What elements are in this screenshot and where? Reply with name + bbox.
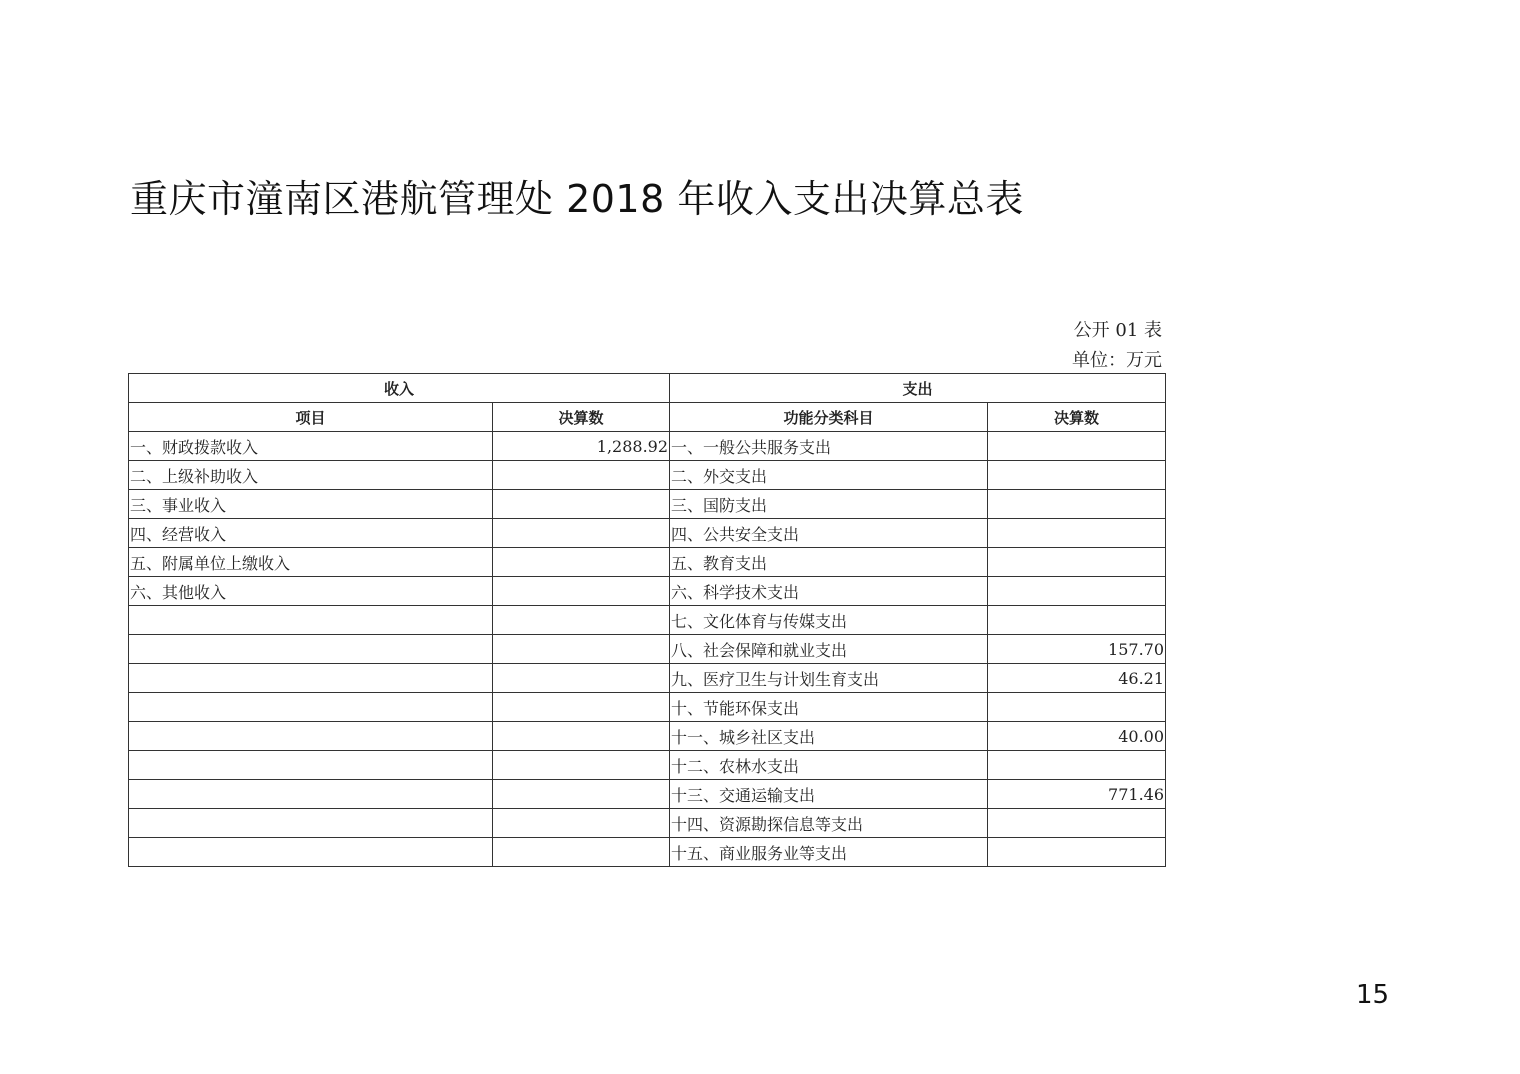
table-row: [129, 722, 1166, 751]
table-row: [129, 461, 1166, 490]
expenditure-amount-cell: [988, 606, 1166, 635]
table-row: [129, 577, 1166, 606]
expenditure-item-cell: 十、节能环保支出: [670, 693, 988, 722]
income-amount-cell: [493, 519, 670, 548]
expenditure-amount-cell: [988, 809, 1166, 838]
table-row: [129, 838, 1166, 867]
form-number: 公开 01 表: [1073, 320, 1162, 341]
expenditure-group-header: 支出: [670, 374, 1166, 403]
expenditure-amount-cell: [988, 548, 1166, 577]
expenditure-item-cell: 一、一般公共服务支出: [670, 432, 988, 461]
expenditure-amount-cell: [988, 490, 1166, 519]
income-amount-cell: [493, 780, 670, 809]
income-item-cell: [129, 838, 493, 867]
page-title: 重庆市潼南区港航管理处 2018 年收入支出决算总表: [130, 177, 1024, 221]
unit-label: 单位：万元: [1072, 350, 1162, 371]
income-item-header: 项目: [129, 403, 493, 432]
income-item-cell: [129, 722, 493, 751]
table-body: [129, 432, 1166, 867]
income-item-cell: 二、上级补助收入: [129, 461, 493, 490]
expenditure-item-cell: 五、教育支出: [670, 548, 988, 577]
expenditure-amount-cell: [988, 577, 1166, 606]
income-amount-header: 决算数: [493, 403, 670, 432]
income-amount-cell: [493, 809, 670, 838]
table-row: [129, 809, 1166, 838]
expenditure-item-cell: 七、文化体育与传媒支出: [670, 606, 988, 635]
table-row: [129, 432, 1166, 461]
income-item-cell: [129, 635, 493, 664]
expenditure-amount-cell: [988, 693, 1166, 722]
expenditure-amount-cell: [988, 751, 1166, 780]
table-row: [129, 635, 1166, 664]
expenditure-item-cell: 十三、交通运输支出: [670, 780, 988, 809]
income-amount-cell: [493, 635, 670, 664]
expenditure-item-cell: 四、公共安全支出: [670, 519, 988, 548]
expenditure-item-cell: 十五、商业服务业等支出: [670, 838, 988, 867]
expenditure-item-cell: 十四、资源勘探信息等支出: [670, 809, 988, 838]
income-item-cell: [129, 606, 493, 635]
income-amount-cell: [493, 693, 670, 722]
income-item-cell: 三、事业收入: [129, 490, 493, 519]
expenditure-amount-cell: [988, 432, 1166, 461]
expenditure-item-cell: 十二、农林水支出: [670, 751, 988, 780]
income-item-cell: [129, 693, 493, 722]
income-item-cell: [129, 664, 493, 693]
expenditure-item-cell: 十一、城乡社区支出: [670, 722, 988, 751]
table-row: [129, 606, 1166, 635]
page-number: 15: [1356, 980, 1390, 1010]
table-row: [129, 780, 1166, 809]
income-item-cell: 五、附属单位上缴收入: [129, 548, 493, 577]
expenditure-amount-cell: 46.21: [988, 664, 1166, 693]
expenditure-amount-header: 决算数: [988, 403, 1166, 432]
budget-table: [128, 373, 1166, 867]
income-amount-cell: [493, 838, 670, 867]
expenditure-item-cell: 九、医疗卫生与计划生育支出: [670, 664, 988, 693]
income-item-cell: [129, 780, 493, 809]
table-row: [129, 693, 1166, 722]
income-item-cell: 六、其他收入: [129, 577, 493, 606]
expenditure-item-cell: 三、国防支出: [670, 490, 988, 519]
expenditure-item-cell: 二、外交支出: [670, 461, 988, 490]
income-amount-cell: [493, 722, 670, 751]
expenditure-amount-cell: 771.46: [988, 780, 1166, 809]
income-item-cell: 四、经营收入: [129, 519, 493, 548]
table-row: [129, 490, 1166, 519]
income-item-cell: 一、财政拨款收入: [129, 432, 493, 461]
expenditure-amount-cell: [988, 461, 1166, 490]
table-column-header-row: [129, 403, 1166, 432]
expenditure-amount-cell: [988, 519, 1166, 548]
table-group-header-row: [129, 374, 1166, 403]
income-item-cell: [129, 751, 493, 780]
income-amount-cell: [493, 577, 670, 606]
income-amount-cell: [493, 751, 670, 780]
income-group-header: 收入: [129, 374, 670, 403]
functional-category-header: 功能分类科目: [670, 403, 988, 432]
table-row: [129, 664, 1166, 693]
expenditure-item-cell: 六、科学技术支出: [670, 577, 988, 606]
income-amount-cell: [493, 664, 670, 693]
income-amount-cell: [493, 490, 670, 519]
income-amount-cell: [493, 606, 670, 635]
expenditure-amount-cell: [988, 838, 1166, 867]
table-row: [129, 519, 1166, 548]
expenditure-amount-cell: 157.70: [988, 635, 1166, 664]
income-amount-cell: [493, 548, 670, 577]
income-amount-cell: 1,288.92: [493, 432, 670, 461]
expenditure-amount-cell: 40.00: [988, 722, 1166, 751]
table-row: [129, 548, 1166, 577]
expenditure-item-cell: 八、社会保障和就业支出: [670, 635, 988, 664]
income-amount-cell: [493, 461, 670, 490]
table-row: [129, 751, 1166, 780]
income-item-cell: [129, 809, 493, 838]
